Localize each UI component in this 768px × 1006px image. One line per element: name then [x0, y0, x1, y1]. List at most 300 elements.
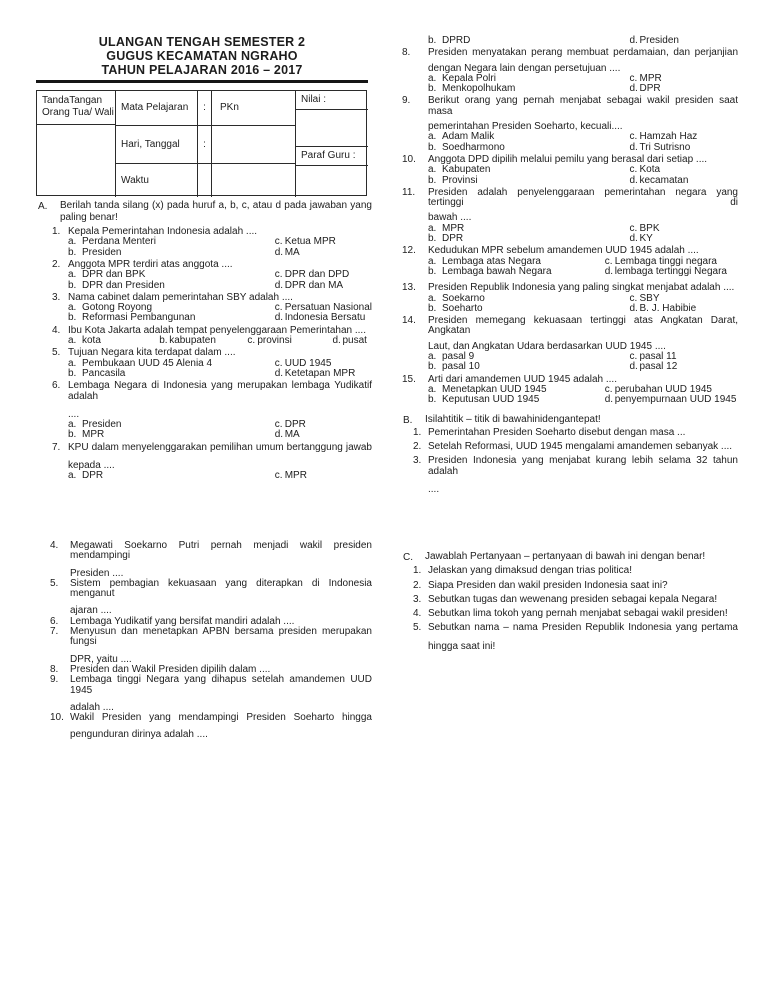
item-body [428, 623, 738, 652]
item-number: 3. [413, 455, 422, 467]
option-text: MPR [639, 72, 662, 84]
item-text: Lembaga tinggi Negara yang dihapus setelah amandemen UUD 1945 [70, 674, 372, 696]
option [247, 336, 332, 346]
item-text: Sebutkan nama – nama Presiden Republik Indonesia yang pertama [428, 622, 738, 634]
option-key: d. [332, 335, 341, 347]
question-text: Presiden Republik Indonesia yang paling singkat menjabat adalah .... [428, 282, 735, 294]
list-item [36, 579, 372, 617]
option-key: a. [68, 357, 77, 369]
item-number: 2. [413, 441, 422, 453]
option-text: Lembaga tinggi negara [614, 255, 717, 267]
option-key: b. [68, 367, 77, 379]
option-key: b. [428, 302, 437, 314]
item-text: Lembaga Yudikatif yang bersifat mandiri adalah .... [70, 615, 295, 627]
option [630, 362, 739, 372]
item-number: 4. [50, 540, 59, 551]
option-key: a. [68, 302, 77, 314]
item-text: Jelaskan yang dimaksud dengan trias politica! [428, 565, 633, 577]
option-row [428, 176, 738, 186]
option-text: Pancasila [82, 367, 126, 379]
option [630, 36, 739, 46]
option-row [68, 430, 372, 440]
option-text: UUD 1945 [284, 357, 332, 369]
option-key: a. [428, 351, 437, 363]
item-text: Sebutkan tugas dan wewenang presiden sebagai kepala Negara! [428, 593, 718, 605]
option-key: d. [604, 265, 614, 277]
question-number: 8. [402, 47, 411, 59]
question-text: Anggota DPD dipilih melalui pemilu yang berasal dari setiap .... [428, 153, 708, 165]
exam-info-table [36, 90, 367, 196]
question-body [428, 316, 738, 372]
option-text: Hamzah Haz [639, 131, 698, 143]
question-body [68, 326, 372, 347]
option-text: Presiden [82, 246, 122, 258]
option-text: Pembukaan UUD 45 Alenia 4 [82, 357, 213, 369]
section-c-column [401, 552, 738, 656]
question [401, 96, 738, 152]
option-text: penyempurnaan UUD 1945 [614, 394, 737, 406]
option-key: d. [274, 312, 284, 324]
question [36, 227, 372, 258]
option-row [68, 313, 372, 323]
option-key: b. [68, 279, 77, 291]
question-number: 2. [52, 258, 61, 270]
option-text: Lembaga bawah Negara [442, 265, 552, 277]
item-number: 3. [413, 593, 422, 605]
question-body [68, 227, 372, 258]
subject-value-cell: PKn [212, 91, 296, 126]
question-text: Arti dari amandemen UUD 1945 adalah .... [428, 373, 617, 385]
option-text: KY [639, 233, 653, 245]
option-text: provinsi [257, 335, 292, 347]
list-item [401, 456, 738, 495]
option [68, 281, 275, 291]
question-body [68, 443, 372, 482]
option-key: b. [428, 174, 437, 186]
option-text: pusat [342, 335, 367, 347]
subject-label-cell: Mata Pelajaran [116, 91, 198, 126]
item-text: Wakil Presiden yang mendampingi Presiden Soeharto hingga [70, 712, 372, 724]
option-text: Ketua MPR [284, 236, 336, 248]
item-number: 1. [413, 427, 422, 439]
option-key: a. [428, 292, 437, 304]
option-key: c. [274, 302, 283, 314]
option-text: SBY [639, 292, 660, 304]
score-label-cell: Nilai : [296, 91, 368, 110]
option-text: DPR [639, 83, 661, 95]
item-body [428, 456, 738, 495]
item-number: 9. [50, 674, 59, 686]
option-key: b. [68, 429, 77, 441]
question-text: Presiden memegang kekuasaan tertinggi atas Angkatan Darat, Angkatan [428, 315, 738, 337]
question-7-options-continued [401, 36, 738, 46]
section-a-questions-right [401, 48, 738, 405]
option-text: pasal 11 [639, 351, 677, 363]
option-key: b. [428, 35, 437, 46]
item-text: Sebutkan lima tokoh yang pernah menjabat sebagai wakil presiden! [428, 608, 728, 620]
question-text: .... [68, 408, 80, 420]
title-divider [36, 80, 368, 83]
signature-label-line-2: Orang Tua/ Wali [42, 106, 114, 118]
item-body [70, 675, 372, 713]
option-row [68, 281, 372, 291]
question-text: Presiden adalah penyelenggaraan pemerintahan negara yang tertinggi di [428, 186, 738, 209]
option-key: c. [629, 164, 638, 176]
option-text: MA [284, 429, 300, 441]
option-text: Soekarno [442, 292, 485, 304]
option-text: DPR dan MA [284, 279, 344, 291]
option [630, 176, 739, 186]
option-key: d. [629, 174, 638, 186]
option-text: kota [82, 335, 101, 347]
question-number: 13. [402, 282, 416, 294]
list-item [36, 713, 372, 741]
option-text: MPR [284, 470, 307, 482]
section-c-key: C. [403, 552, 413, 563]
signature-empty-cell [37, 125, 116, 197]
option-key: c. [629, 222, 638, 234]
option-text: MA [284, 246, 300, 258]
item-text: Menyusun dan menetapkan APBN bersama presiden merupakan fungsi [70, 626, 372, 648]
item-body [70, 541, 372, 579]
option-text: DPRD [442, 35, 471, 46]
section-b-items-left-column [36, 541, 372, 741]
option-text: DPR [442, 233, 464, 245]
option-key: a. [68, 470, 77, 482]
option-text: pasal 9 [442, 351, 475, 363]
item-number: 8. [50, 663, 59, 675]
option-text: Presiden [82, 419, 122, 431]
teacher-initials-label-cell: Paraf Guru : [296, 147, 368, 166]
option-text: Keputusan UUD 1945 [442, 394, 540, 406]
option-text: Gotong Royong [82, 302, 153, 314]
question [401, 283, 738, 314]
option [275, 313, 372, 323]
item-number: 4. [413, 608, 422, 620]
option-key: c. [604, 255, 613, 267]
item-text: Presiden dan Wakil Presiden dipilih dalam .... [70, 663, 271, 675]
option-key: a. [428, 222, 437, 234]
section-a-questions [36, 227, 372, 482]
option-row [428, 224, 738, 234]
question [401, 48, 738, 94]
option-text: BPK [639, 222, 660, 234]
list-item [401, 623, 738, 652]
option-key: d. [629, 361, 638, 373]
item-body [70, 713, 372, 741]
option [68, 471, 275, 481]
option [68, 430, 275, 440]
option-key: c. [629, 351, 638, 363]
option-row [428, 267, 738, 277]
option [275, 281, 372, 291]
option-text: DPR [284, 419, 306, 431]
option [428, 36, 630, 46]
question-number: 14. [402, 315, 416, 327]
section-a-key: A. [38, 201, 48, 212]
item-body [70, 627, 372, 665]
option-row [68, 471, 372, 481]
option-row [428, 362, 738, 372]
question-text: Kepala Pemerintahan Indonesia adalah .... [68, 226, 258, 238]
date-colon-cell: : [198, 126, 212, 164]
list-item [401, 566, 738, 576]
option-text: Soedharmono [442, 141, 505, 153]
question-text: Nama cabinet dalam pemerintahan SBY adalah .... [68, 291, 293, 303]
question-number: 9. [402, 95, 411, 107]
item-body [428, 442, 738, 452]
option-key: b. [428, 83, 437, 95]
question-text: Berikut orang yang pernah menjabat sebagai wakil presiden saat masa [428, 95, 738, 117]
option-key: b. [68, 246, 77, 258]
option-text: perubahan UUD 1945 [614, 383, 712, 395]
question [36, 348, 372, 379]
question-text: pemerintahan Presiden Soeharto, kecuali.... [428, 121, 623, 133]
option-key: d. [629, 233, 638, 245]
option-text: MPR [442, 222, 465, 234]
exam-title [36, 35, 368, 77]
option-key: a. [68, 269, 77, 281]
option-text: Kota [639, 164, 661, 176]
question-number: 11. [402, 186, 416, 198]
option [68, 336, 159, 346]
question-body [428, 375, 738, 406]
item-number: 1. [413, 565, 422, 577]
question-text: Lembaga Negara di Indonesia yang merupakan lembaga Yudikatif adalah [68, 380, 372, 402]
item-text: Presiden .... [70, 567, 124, 579]
question-number: 6. [52, 380, 61, 392]
option-key: d. [274, 246, 284, 258]
option-key: a. [428, 164, 437, 176]
item-text: Sistem pembagian kekuasaan yang diterapkan di Indonesia menganut [70, 577, 372, 600]
question-text: dengan Negara lain dengan persetujuan .... [428, 62, 621, 74]
option-text: kecamatan [639, 174, 689, 186]
teacher-initials-empty-cell [296, 166, 368, 197]
item-text: Setelah Reformasi, UUD 1945 mengalami amandemen sebanyak .... [428, 441, 733, 453]
date-label-cell: Hari, Tanggal [116, 126, 198, 164]
option-row [68, 248, 372, 258]
option-text: MPR [82, 429, 105, 441]
item-text: Pemerintahan Presiden Soeharto disebut dengan masa ... [428, 427, 686, 439]
item-body [428, 595, 738, 605]
option-text: Presiden [639, 35, 679, 46]
option-key: d. [274, 367, 284, 379]
option-key: c. [274, 419, 283, 431]
section-b-items-right [401, 428, 738, 495]
question-number: 12. [402, 245, 416, 257]
option [332, 336, 372, 346]
option-key: c. [274, 470, 283, 482]
option [275, 471, 372, 481]
item-text: DPR, yaitu .... [70, 653, 132, 665]
question-number: 10. [402, 153, 416, 165]
option-text: B. J. Habibie [639, 302, 697, 314]
option [630, 234, 739, 244]
option-text: Soeharto [442, 302, 483, 314]
option-text: kabupaten [169, 335, 216, 347]
section-c-items [401, 566, 738, 652]
option [275, 430, 372, 440]
option-key: b. [428, 394, 437, 406]
section-b-header [401, 415, 738, 425]
option-text: Menetapkan UUD 1945 [442, 383, 547, 395]
option [630, 84, 739, 94]
option-key: c. [274, 236, 283, 248]
option [428, 395, 605, 405]
item-number: 6. [50, 615, 59, 627]
item-text: pengunduran dirinya adalah .... [70, 729, 208, 741]
option-row [68, 369, 372, 379]
time-colon-cell [198, 164, 212, 197]
option-row [428, 143, 738, 153]
option-key: c. [604, 383, 613, 395]
section-c-header [401, 552, 738, 562]
option-text: pasal 12 [639, 361, 678, 373]
option [428, 84, 630, 94]
option-key: d. [274, 429, 284, 441]
option-key: b. [428, 265, 437, 277]
option [159, 336, 247, 346]
item-number: 5. [413, 622, 422, 634]
option [428, 362, 630, 372]
option-key: c. [274, 357, 283, 369]
question-body [428, 48, 738, 94]
item-body [428, 566, 738, 576]
option-text: Lembaga atas Negara [442, 255, 541, 267]
item-text: Megawati Soekarno Putri pernah menjadi wakil presiden mendampingi [70, 540, 372, 562]
option-text: Reformasi Pembangunan [82, 312, 196, 324]
question-number: 1. [52, 226, 61, 238]
option-key: c. [274, 269, 283, 281]
option-text: Tri Sutrisno [639, 141, 691, 153]
option-row [68, 420, 372, 430]
list-item [36, 541, 372, 579]
option-key: d. [604, 394, 614, 406]
question [36, 260, 372, 291]
option-text: Perdana Menteri [82, 236, 156, 248]
option-key: b. [428, 141, 437, 153]
option [630, 304, 739, 314]
question-text: Kedudukan MPR sebelum amandemen UUD 1945 adalah .... [428, 245, 699, 257]
question [36, 293, 372, 324]
question-number: 3. [52, 291, 61, 303]
option-text: Provinsi [442, 174, 478, 186]
option-text: DPR dan DPD [284, 269, 350, 281]
option [275, 248, 372, 258]
item-number: 7. [50, 626, 59, 638]
option-key: a. [68, 236, 77, 248]
item-body [428, 609, 738, 619]
time-label-cell: Waktu [116, 164, 198, 197]
item-text: Siapa Presiden dan wakil presiden Indonesia saat ini? [428, 579, 668, 591]
item-body [428, 428, 738, 438]
option-text: DPR dan Presiden [82, 279, 165, 291]
list-item [401, 442, 738, 452]
question-text: bawah .... [428, 212, 472, 224]
item-text: adalah .... [70, 701, 114, 713]
question-text: Tujuan Negara kita terdapat dalam .... [68, 347, 236, 359]
option-key: b. [428, 233, 437, 245]
option-key: b. [428, 361, 437, 373]
section-b-instruction: Isilahtitik – titik di bawahinidengantepat! [425, 413, 601, 425]
question-number: 15. [402, 373, 416, 385]
question-number: 7. [52, 441, 61, 453]
option-key: a. [428, 255, 437, 267]
option-key: a. [68, 335, 77, 347]
item-text: ajaran .... [70, 605, 112, 617]
question-body [68, 348, 372, 379]
question [401, 375, 738, 406]
option-text: Menkopolhukam [442, 83, 516, 95]
option [68, 248, 275, 258]
option-text: pasal 10 [442, 361, 480, 373]
item-body [70, 579, 372, 617]
question-body [68, 260, 372, 291]
option-key: b. [68, 312, 77, 324]
section-a-instruction-line: Berilah tanda silang (x) pada huruf a, b, c, atau d pada jawaban yang [60, 200, 372, 211]
signature-label-cell [37, 91, 116, 125]
option-text: DPR [82, 470, 104, 482]
date-value-cell [212, 126, 296, 164]
option-text: DPR dan BPK [82, 269, 146, 281]
item-number: 2. [413, 579, 422, 591]
question [401, 316, 738, 372]
question-body [428, 283, 738, 314]
question-text: Laut, dan Angkatan Udara berdasarkan UUD 1945 .... [428, 340, 666, 352]
question [401, 155, 738, 186]
option-text: Persatuan Nasional [284, 302, 372, 314]
question-text: kepada .... [68, 460, 115, 472]
title-line-3: TAHUN PELAJARAN 2016 – 2017 [101, 63, 303, 77]
list-item [36, 627, 372, 665]
option-key: d. [629, 141, 638, 153]
option-text: Ketetapan MPR [284, 367, 356, 379]
question-text: Presiden menyatakan perang membuat perdamaian, dan perjanjian [428, 47, 738, 59]
section-a-instruction-line: paling benar! [60, 211, 118, 223]
option [428, 267, 605, 277]
question-body [428, 188, 738, 244]
option-key: b. [159, 335, 168, 347]
list-item [401, 428, 738, 438]
option-row [428, 304, 738, 314]
option-text: Kepala Polri [442, 72, 496, 84]
option-key: d. [274, 279, 284, 291]
section-a-header [36, 201, 372, 223]
section-c-instruction: Jawablah Pertanyaan – pertanyaan di bawah ini dengan benar! [425, 551, 706, 562]
option-key: c. [629, 72, 638, 84]
option [428, 143, 630, 153]
question-body [68, 293, 372, 324]
option-key: a. [428, 383, 437, 395]
option [605, 395, 738, 405]
section-a-left-column [36, 201, 372, 484]
option-text: Kabupaten [442, 164, 491, 176]
question [36, 381, 372, 440]
option-key: c. [247, 335, 256, 347]
question-body [428, 155, 738, 186]
option [428, 176, 630, 186]
option-key: c. [629, 131, 638, 143]
option-key: d. [629, 302, 638, 314]
section-b-key: B. [403, 414, 413, 426]
question-number: 4. [52, 324, 61, 336]
list-item [36, 675, 372, 713]
option [630, 143, 739, 153]
option-row [428, 84, 738, 94]
title-line-2: GUGUS KECAMATAN NGRAHO [106, 49, 298, 63]
item-number: 5. [50, 577, 59, 589]
list-item [401, 595, 738, 605]
